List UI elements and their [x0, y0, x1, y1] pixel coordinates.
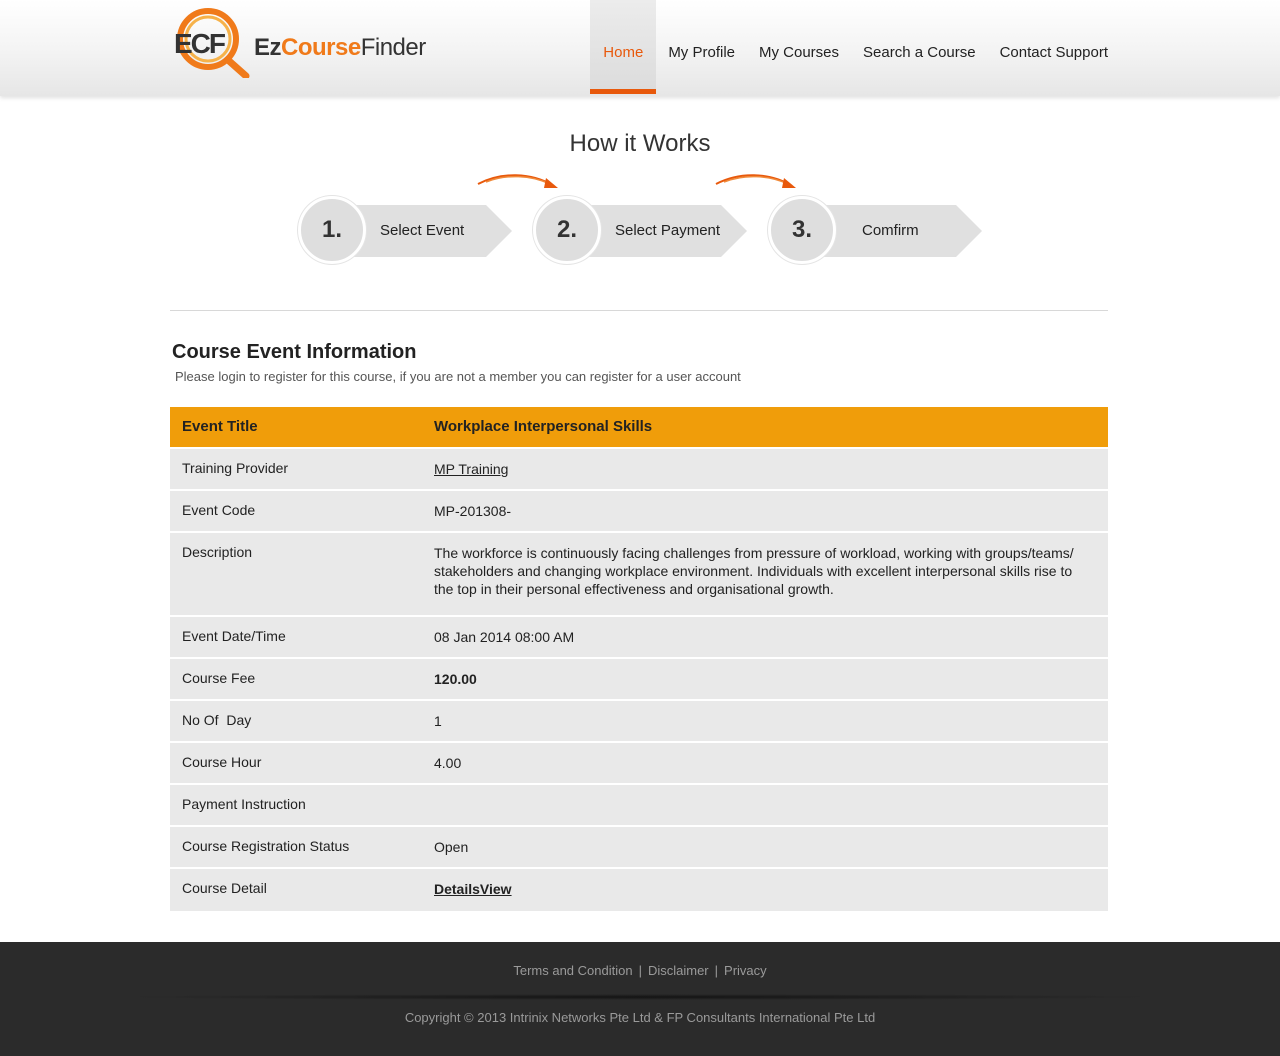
site-footer — [0, 942, 1280, 1056]
curved-arrow-icon — [714, 170, 800, 194]
training-provider-link[interactable]: MP Training — [434, 461, 509, 477]
nav-home[interactable]: Home — [590, 0, 656, 94]
course-hour-value: 4.00 — [434, 755, 462, 771]
table-row — [170, 785, 1108, 827]
main-nav — [590, 0, 1108, 94]
step-select-payment — [533, 196, 749, 264]
event-title-label: Event Title — [182, 418, 258, 435]
row-label: Payment Instruction — [182, 796, 306, 812]
description-value: The workforce is continuously facing challenges from pressure of workload, working with groups/teams/ stakeholders and changing workplace environment. Individuals with excellent interpersonal skills rise to the top in their personal effectiveness and organisational growth. — [434, 545, 1074, 597]
registration-status-value: Open — [434, 839, 469, 855]
event-datetime-value: 08 Jan 2014 08:00 AM — [434, 629, 575, 645]
terms-link[interactable]: Terms and Condition — [513, 963, 633, 978]
footer-separator: | — [714, 963, 719, 978]
logo-wordmark — [254, 34, 426, 62]
nav-search-course[interactable]: Search a Course — [863, 44, 976, 61]
row-label: Course Detail — [182, 880, 267, 896]
step-label: Select Event — [380, 222, 465, 239]
row-label: Course Hour — [182, 754, 262, 770]
logo-finder: Finder — [360, 34, 426, 61]
logo-ez: Ez — [254, 34, 282, 61]
privacy-link[interactable]: Privacy — [724, 963, 767, 978]
row-label: No Of Day — [182, 712, 252, 728]
footer-separator: | — [638, 963, 642, 978]
logo-mark-text: ECF — [174, 28, 224, 59]
footer-links — [0, 963, 1280, 978]
step-confirm — [768, 196, 984, 264]
row-label: Event Date/Time — [182, 628, 286, 644]
nav-my-profile[interactable]: My Profile — [668, 44, 735, 61]
event-title-value: Workplace Interpersonal Skills — [434, 418, 653, 435]
section-divider — [170, 310, 1108, 311]
row-label: Description — [182, 544, 253, 560]
table-row — [170, 491, 1108, 533]
nav-contact-support[interactable]: Contact Support — [999, 44, 1108, 61]
table-row — [170, 701, 1108, 743]
site-logo[interactable] — [172, 6, 434, 78]
course-fee-value: 120.00 — [434, 671, 477, 687]
row-label: Course Registration Status — [182, 838, 350, 854]
step-label: Select Payment — [615, 222, 721, 239]
row-label: Course Fee — [182, 670, 256, 686]
payment-instruction-value — [422, 785, 1108, 825]
table-row — [170, 869, 1108, 911]
event-code-value: MP-201308- — [434, 503, 512, 519]
curved-arrow-icon — [476, 170, 562, 194]
disclaimer-link[interactable]: Disclaimer — [647, 963, 709, 978]
step-number: 2. — [533, 196, 601, 264]
how-it-works-title: How it Works — [569, 130, 711, 157]
nav-my-courses[interactable]: My Courses — [759, 44, 840, 61]
page-title: Course Event Information — [172, 341, 417, 363]
logo-course: Course — [281, 34, 361, 61]
table-row — [170, 827, 1108, 869]
step-number: 1. — [298, 196, 366, 264]
table-row — [170, 533, 1108, 617]
table-row — [170, 659, 1108, 701]
no-of-day-value: 1 — [434, 713, 442, 729]
row-label: Training Provider — [182, 460, 289, 476]
site-header — [0, 0, 1280, 96]
table-row — [170, 449, 1108, 491]
details-view-link[interactable]: DetailsView — [434, 881, 512, 897]
steps-progress — [298, 196, 998, 266]
table-row — [170, 743, 1108, 785]
row-label: Event Code — [182, 502, 256, 518]
course-event-table — [170, 407, 1108, 911]
step-select-event — [298, 196, 514, 264]
copyright-text: Copyright © 2013 Intrinix Networks Pte Ltd & FP Consultants International Pte Ltd — [404, 1010, 876, 1025]
footer-divider — [120, 994, 1160, 1000]
step-number: 3. — [768, 196, 836, 264]
login-notice: Please login to register for this course, if you are not a member you can register for a user account — [175, 369, 741, 384]
table-row — [170, 617, 1108, 659]
table-header-row — [170, 407, 1108, 449]
step-label: Comfirm — [862, 222, 919, 239]
